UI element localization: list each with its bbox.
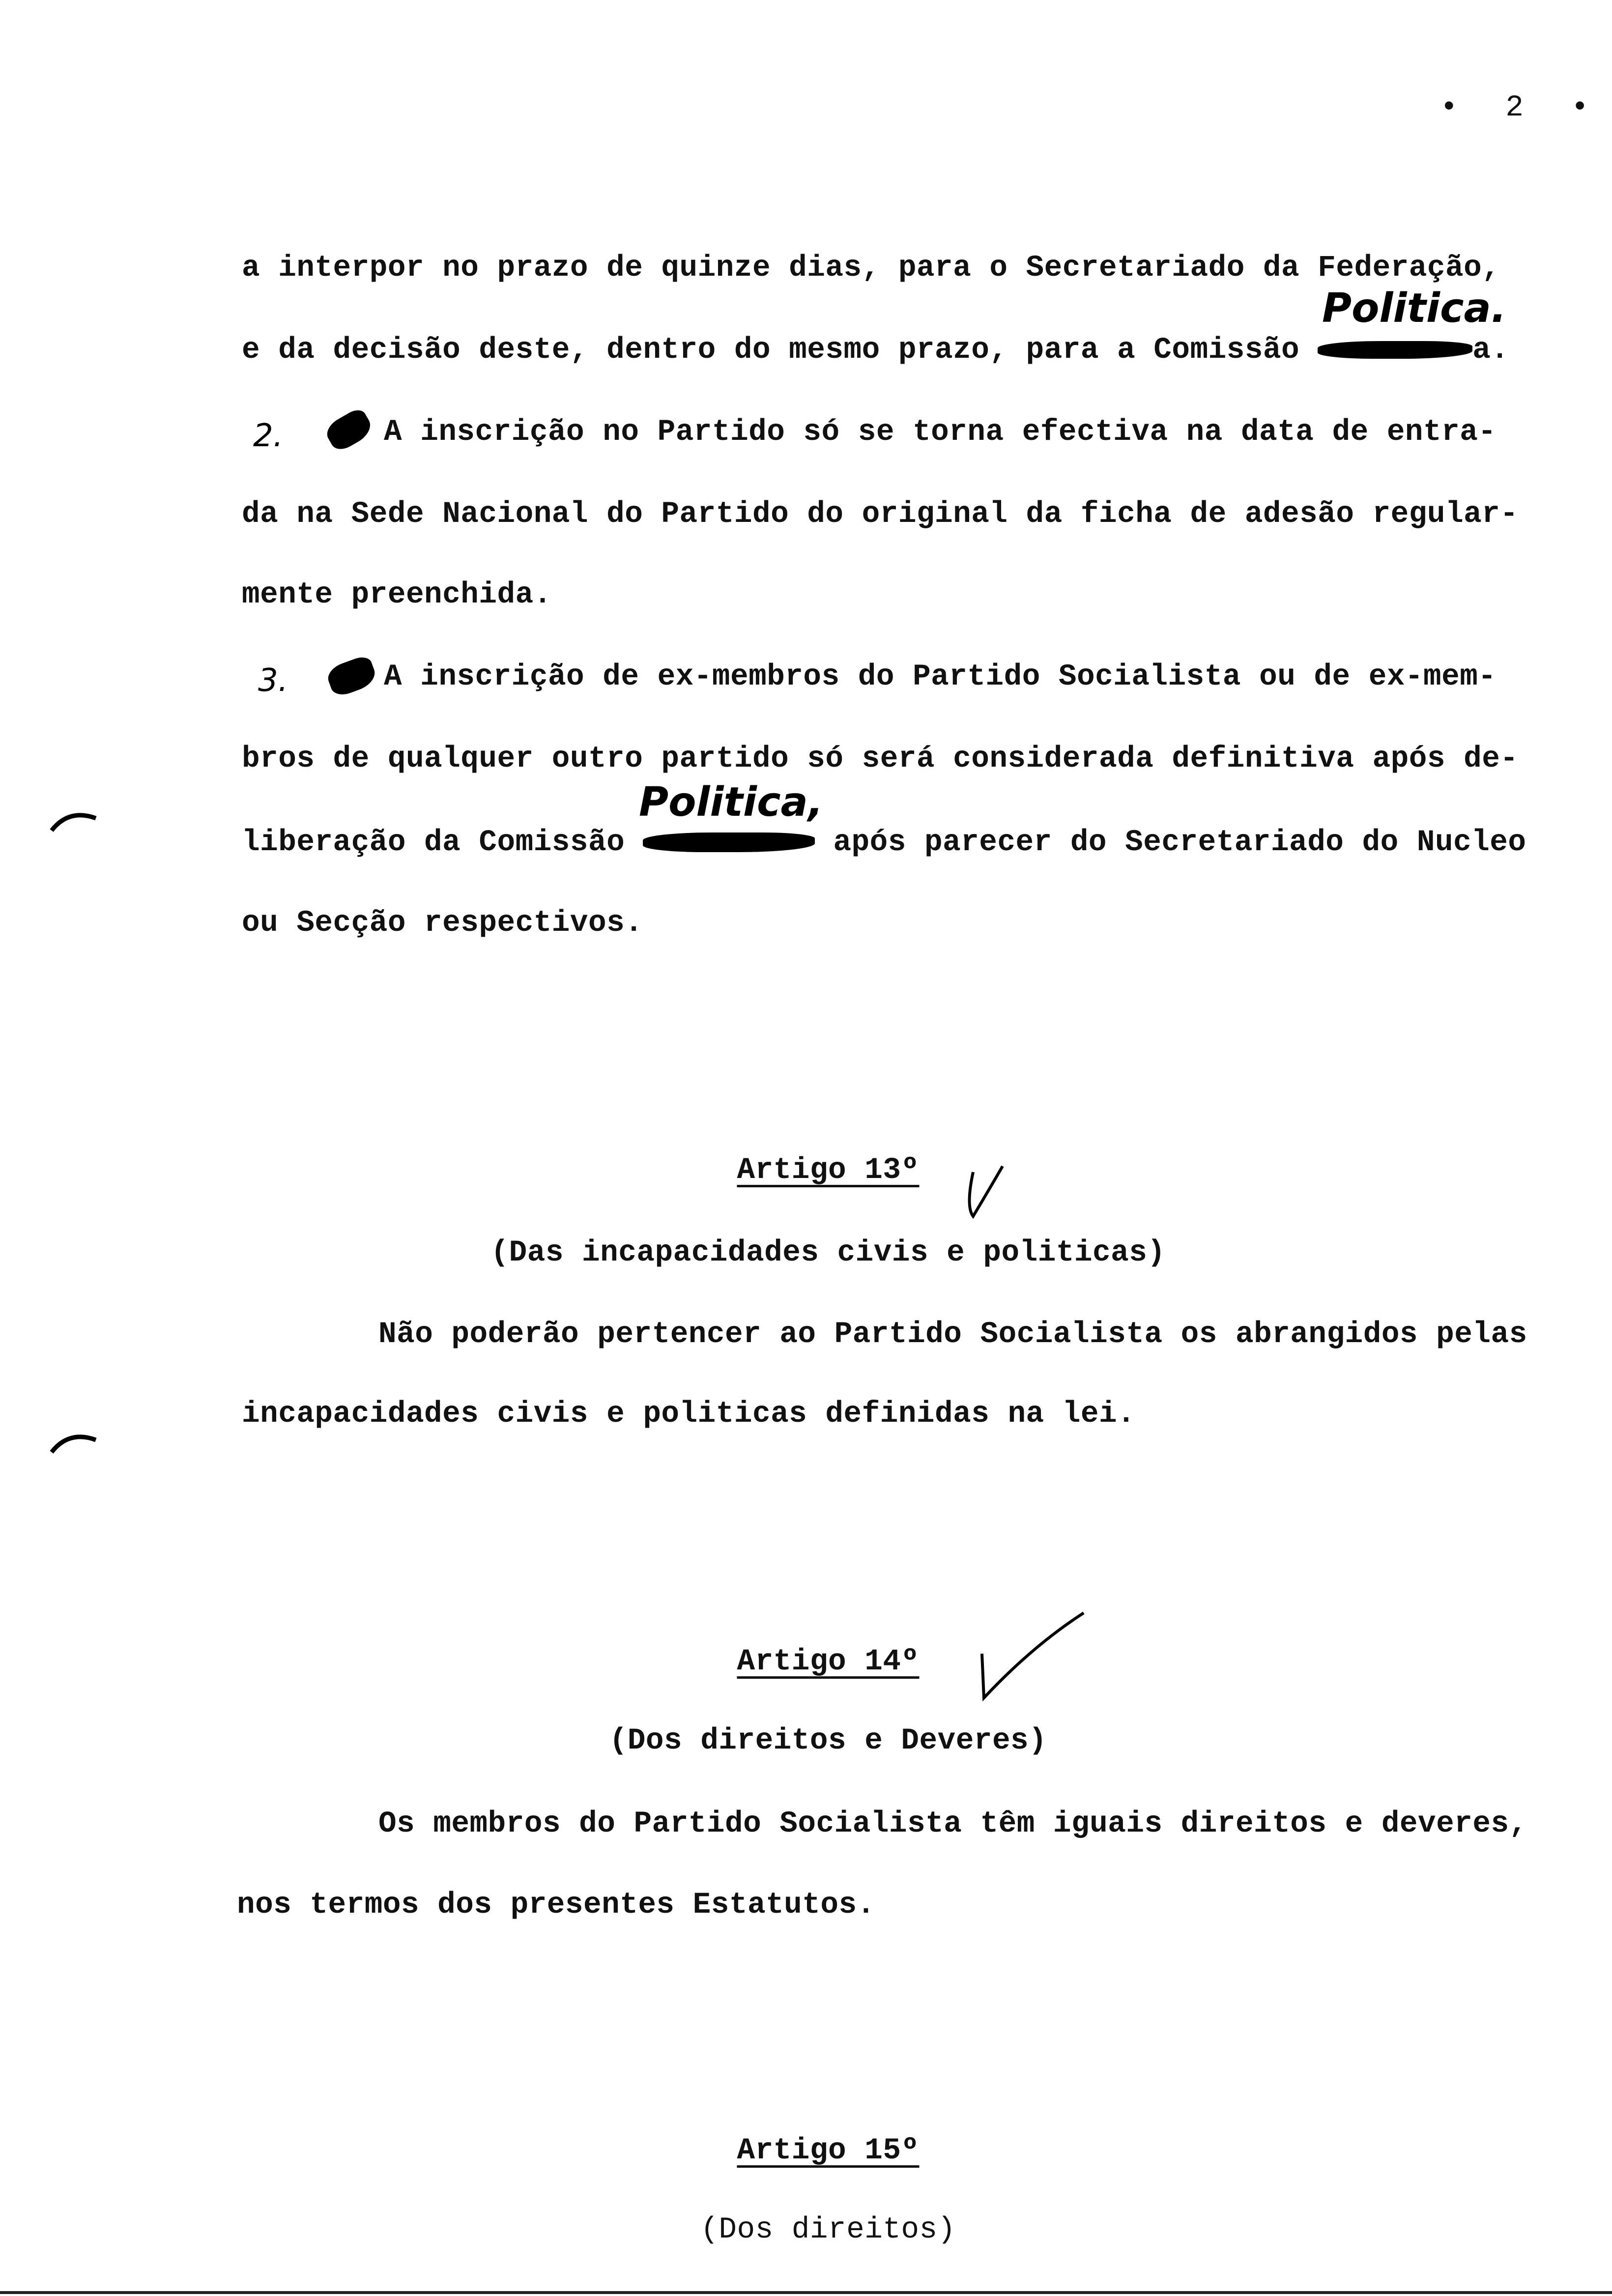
text-fragment: após parecer do Secretariado do Nucleo	[815, 826, 1526, 860]
ink-blot	[322, 406, 375, 454]
margin-mark	[49, 806, 98, 835]
handwritten-insert: Politica.	[1322, 285, 1507, 332]
redaction-scribble	[643, 832, 815, 852]
text-line: nos termos dos presentes Estatutos.	[237, 1888, 875, 1922]
redaction-scribble	[1318, 341, 1472, 359]
text-line	[242, 333, 1509, 368]
text-line: mente preenchida.	[242, 578, 552, 612]
checkmark-icon	[963, 1162, 1008, 1221]
text-fragment: a.	[1472, 333, 1509, 367]
text-fragment: e da decisão deste, dentro do mesmo prazo, para a Comissão	[242, 333, 1318, 367]
article-title: Artigo 14º	[737, 1645, 920, 1679]
article-subtitle: (Dos direitos)	[700, 2213, 956, 2247]
text-line: da na Sede Nacional do Partido do original da ficha de adesão regular-	[242, 497, 1519, 531]
text-line	[242, 826, 1526, 860]
text-line: incapacidades civis e politicas definidas na lei.	[242, 1397, 1136, 1431]
text-fragment: liberação da Comissão	[242, 826, 643, 860]
text-line: A inscrição de ex-membros do Partido Socialista ou de ex-mem-	[384, 660, 1497, 694]
text-line: ou Secção respectivos.	[242, 906, 643, 940]
margin-mark	[49, 1428, 98, 1457]
page-edge-rule	[0, 2291, 1612, 2294]
handwritten-insert: Politica,	[639, 779, 824, 826]
text-line: a interpor no prazo de quinze dias, para o Secretariado da Federação,	[242, 251, 1500, 285]
handwritten-number: 2.	[253, 418, 284, 454]
article-subtitle: (Das incapacidades civis e politicas)	[490, 1236, 1166, 1270]
text-line: bros de qualquer outro partido só será considerada definitiva após de-	[242, 742, 1519, 776]
checkmark-icon	[973, 1607, 1091, 1705]
page-number: • 2 •	[1440, 91, 1604, 125]
ink-blot	[324, 654, 378, 699]
article-subtitle: (Dos direitos e Deveres)	[609, 1724, 1047, 1758]
article-title: Artigo 15º	[737, 2134, 920, 2168]
article-title: Artigo 13º	[737, 1153, 920, 1187]
text-line: Os membros do Partido Socialista têm iguais direitos e deveres,	[378, 1807, 1527, 1841]
text-line: A inscrição no Partido só se torna efectiva na data de entra-	[384, 415, 1497, 449]
handwritten-number: 3.	[258, 662, 288, 699]
text-line: Não poderão pertencer ao Partido Socialista os abrangidos pelas	[378, 1318, 1527, 1351]
